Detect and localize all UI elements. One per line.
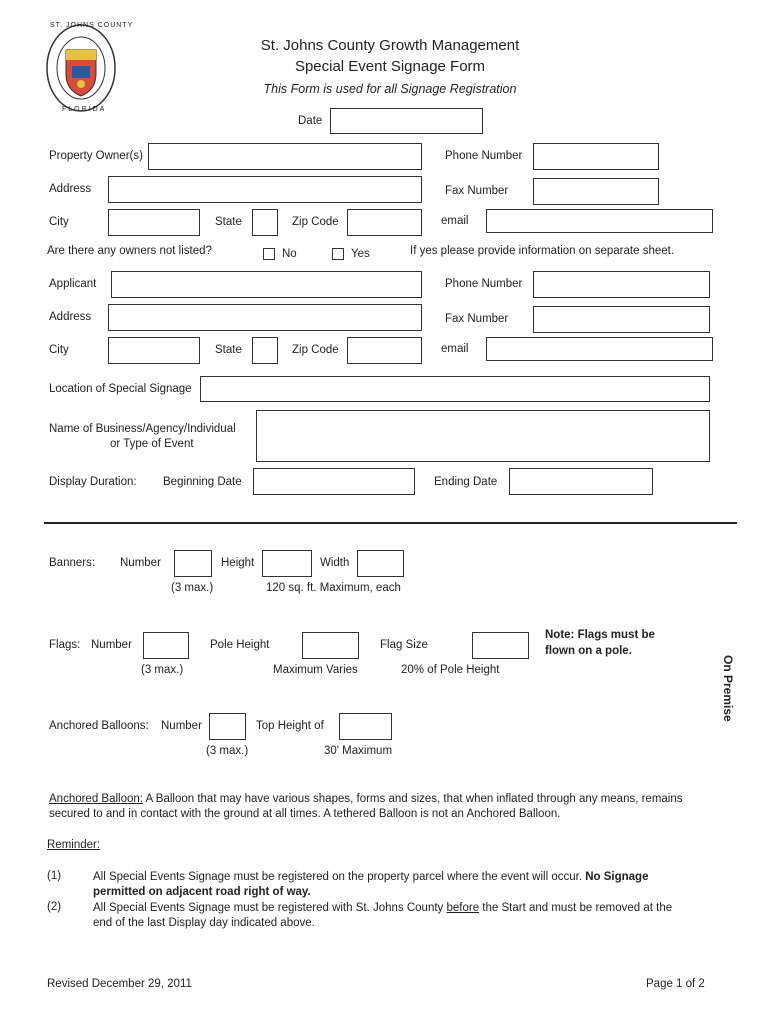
banners-max-note: (3 max.) (171, 582, 214, 594)
banners-width-label: Width (320, 557, 350, 569)
owner-address-field[interactable] (108, 176, 422, 203)
ending-date-field[interactable] (509, 468, 653, 495)
applicant-phone-field[interactable] (533, 271, 710, 298)
business-label-line2: or Type of Event (110, 438, 194, 450)
flags-pole-height-field[interactable] (302, 632, 359, 659)
banners-width-field[interactable] (357, 550, 404, 577)
banners-number-field[interactable] (174, 550, 212, 577)
banners-height-label: Height (221, 557, 255, 569)
owner-email-label: email (441, 215, 469, 227)
owner-city-label: City (49, 216, 69, 228)
location-field[interactable] (200, 376, 710, 402)
banners-number-label: Number (120, 557, 161, 569)
owners-no-label: No (282, 248, 297, 260)
owner-state-label: State (215, 216, 242, 228)
date-field[interactable] (330, 108, 483, 134)
reminder-item1-text: All Special Events Signage must be registered on the property parcel where the event will occur. (93, 871, 586, 883)
owner-address-label: Address (49, 183, 92, 195)
applicant-phone-label: Phone Number (445, 278, 523, 290)
applicant-email-label: email (441, 343, 469, 355)
reminder-heading: Reminder: (47, 839, 101, 851)
owner-city-field[interactable] (108, 209, 200, 236)
flags-number-field[interactable] (143, 632, 189, 659)
page-subtitle: This Form is used for all Signage Registration (263, 82, 517, 96)
owners-yes-label: Yes (351, 248, 370, 260)
definition-text: A Balloon that may have various shapes, forms and sizes, that when inflated through any means, remains secured to and in contact with the ground at all times. A tethered Balloon is not an Anchored Balloon. (49, 793, 683, 820)
county-seal (44, 22, 118, 114)
owners-note: If yes please provide information on separate sheet. (410, 245, 675, 257)
banners-height-field[interactable] (262, 550, 312, 577)
reminder-item2-underlined: before (446, 902, 480, 914)
owner-phone-field[interactable] (533, 143, 659, 170)
owner-zip-field[interactable] (347, 209, 422, 236)
reminder-item2-pre: All Special Events Signage must be registered with St. Johns County (93, 902, 447, 914)
applicant-state-field[interactable] (252, 337, 278, 364)
owner-fax-field[interactable] (533, 178, 659, 205)
flags-pole-height-label: Pole Height (210, 639, 270, 651)
location-label: Location of Special Signage (49, 383, 192, 395)
balloons-number-label: Number (161, 720, 202, 732)
owner-zip-label: Zip Code (292, 216, 339, 228)
definition-term: Anchored Balloon: (49, 793, 143, 805)
reminder-item2-post: the Start and must be removed at the end of the last Display day indicated above. (93, 902, 673, 929)
seal-caption-bottom: FLORIDA (62, 106, 107, 113)
applicant-address-label: Address (49, 311, 92, 323)
page-title-line1: St. Johns County Growth Management (260, 37, 520, 54)
banners-size-note: 120 sq. ft. Maximum, each (266, 582, 401, 594)
section-divider (44, 522, 737, 524)
applicant-field[interactable] (111, 271, 422, 298)
balloons-height-note: 30' Maximum (324, 745, 393, 757)
owners-no-checkbox[interactable] (263, 248, 275, 260)
flags-label: Flags: (49, 639, 81, 651)
owners-yes-checkbox[interactable] (332, 248, 344, 260)
applicant-label: Applicant (49, 278, 97, 290)
applicant-address-field[interactable] (108, 304, 422, 331)
page-title-line2: Special Event Signage Form (294, 58, 486, 75)
applicant-fax-label: Fax Number (445, 313, 509, 325)
property-owner-label: Property Owner(s) (49, 150, 143, 162)
balloons-label: Anchored Balloons: (49, 720, 149, 732)
flags-size-field[interactable] (472, 632, 529, 659)
applicant-zip-label: Zip Code (292, 344, 339, 356)
banners-label: Banners: (49, 557, 96, 569)
business-field[interactable] (256, 410, 710, 462)
balloons-top-height-label: Top Height of (256, 720, 324, 732)
reminder-item1-bold: No Signage permitted on adjacent road right of way. (93, 871, 649, 898)
business-label-line1: Name of Business/Agency/Individual (49, 423, 236, 435)
on-premise-side-label: On Premise (721, 655, 735, 722)
reminder-item2 (93, 901, 673, 931)
owner-phone-label: Phone Number (445, 150, 523, 162)
applicant-city-field[interactable] (108, 337, 200, 364)
applicant-fax-field[interactable] (533, 306, 710, 333)
date-label: Date (298, 115, 323, 127)
applicant-zip-field[interactable] (347, 337, 422, 364)
beginning-date-field[interactable] (253, 468, 415, 495)
owner-email-field[interactable] (486, 209, 713, 233)
flags-note-line1: Note: Flags must be (545, 629, 655, 641)
owner-fax-label: Fax Number (445, 185, 509, 197)
ending-date-label: Ending Date (434, 476, 498, 488)
flags-max-varies: Maximum Varies (273, 664, 358, 676)
applicant-email-field[interactable] (486, 337, 713, 361)
reminder-item1 (93, 870, 673, 900)
applicant-city-label: City (49, 344, 69, 356)
reminder-item1-number: (1) (47, 870, 62, 882)
property-owner-field[interactable] (148, 143, 422, 170)
beginning-date-label: Beginning Date (163, 476, 242, 488)
anchored-balloon-definition (49, 792, 709, 822)
flags-size-note: 20% of Pole Height (401, 664, 500, 676)
owners-question: Are there any owners not listed? (47, 245, 212, 257)
flags-size-label: Flag Size (380, 639, 428, 651)
flags-number-label: Number (91, 639, 132, 651)
reminder-item2-number: (2) (47, 901, 62, 913)
page-number: Page 1 of 2 (646, 978, 705, 990)
flags-max-note: (3 max.) (141, 664, 184, 676)
balloons-number-field[interactable] (209, 713, 246, 740)
revised-date: Revised December 29, 2011 (47, 978, 192, 990)
owner-state-field[interactable] (252, 209, 278, 236)
applicant-state-label: State (215, 344, 242, 356)
display-duration-label: Display Duration: (49, 476, 137, 488)
balloons-top-height-field[interactable] (339, 713, 392, 740)
balloons-max-note: (3 max.) (206, 745, 249, 757)
seal-caption-top: ST. JOHNS COUNTY (50, 22, 134, 29)
flags-note-line2: flown on a pole. (545, 645, 632, 657)
